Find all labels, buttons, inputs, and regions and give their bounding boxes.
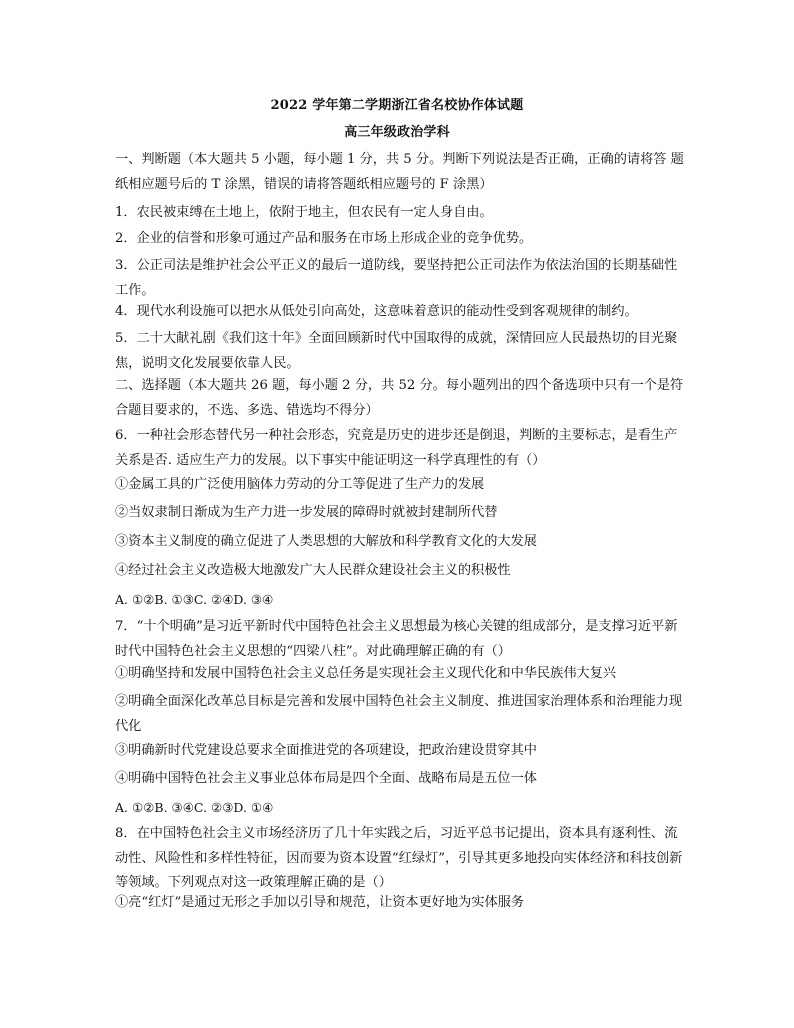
question-6-item-4: ④经过社会主义改造极大地激发广大人民群众建设社会主义的积极性 [115,563,511,578]
question-6-item-1: ①金属工具的广泛使用脑体力劳动的分工等促进了生产力的发展 [115,477,485,492]
section2-header: 二、选择题（本大题共 26 题，每小题 2 分，共 52 分。每小题列出的四个备选项中只有一个是符合题目要求的，不选、多选、错选均不得分） [115,378,684,418]
exam-subtitle: 高三年级政治学科 [344,125,450,140]
judgment-item-3: 3．公正司法是维护社会公平正义的最后一道防线，要坚持把公正司法作为依法治国的长期基础性工作。 [115,258,678,298]
question-6-item-3: ③资本主义制度的确立促进了人类思想的大解放和科学教育文化的大发展 [115,534,537,549]
section1-header: 一、判断题（本大题共 5 小题，每小题 1 分，共 5 分。判断下列说法是否正确，正确的请将答 题纸相应题号后的 T 涂黑，错误的请将答题纸相应题号的 F 涂黑） [115,152,684,192]
question-7-item-3: ③明确新时代党建设总要求全面推进党的各项建设，把政治建设贯穿其中 [115,743,537,758]
question-7-options: A. ①②B. ③④C. ②③D. ①④ [115,800,274,815]
question-7-stem: 7．“十个明确”是习近平新时代中国特色社会主义思想最为核心关键的组成部分，是支撑习近平新时代中国特色社会主义思想的“四梁八柱”。对此确理解正确的有（） [115,619,678,659]
judgment-item-5: 5．二十大献礼剧《我们这十年》全面回顾新时代中国取得的成就，深情回应人民最热切的目光聚焦，说明文化发展要依靠人民。 [115,331,678,371]
exam-title: 2022 学年第二学期浙江省名校协作体试题 [270,98,524,113]
question-8-stem: 8．在中国特色社会主义市场经济历了几十年实践之后，习近平总书记提出，资本具有逐利性、流动性、风险性和多样性特征，因而要为资本设置“红绿灯”，引导其更多地投向实体经济和科技创新等领域。下列观点对这一政策理解正确的是（） [115,826,683,890]
question-7-item-2: ②明确全面深化改革总目标是完善和发展中国特色社会主义制度、推进国家治理体系和治理能力现代化 [115,694,683,734]
question-6-stem: 6．一种社会形态替代另一种社会形态，究竟是历史的进步还是倒退，判断的主要标志，是看生产关系是否. 适应生产力的发展。以下事实中能证明这一科学真理性的有（） [115,428,678,468]
question-8-item-1: ①亮“红灯”是通过无形之手加以引导和规范，让资本更好地为实体服务 [115,895,525,910]
judgment-item-4: 4．现代水利设施可以把水从低处引向高处，这意味着意识的能动性受到客观规律的制约。 [115,304,638,319]
question-6-options: A. ①②B. ①③C. ②④D. ③④ [115,592,274,607]
question-6-item-2: ②当奴隶制日渐成为生产力进一步发展的障碍时就被封建制所代替 [115,505,498,520]
judgment-item-2: 2．企业的信誉和形象可通过产品和服务在市场上形成企业的竞争优势。 [115,231,533,246]
judgment-item-1: 1．农民被束缚在土地上，依附于地主，但农民有一定人身自由。 [115,205,493,220]
question-7-item-1: ①明确坚持和发展中国特色社会主义总任务是实现社会主义现代化和中华民族伟大复兴 [115,666,617,681]
question-7-item-4: ④明确中国特色社会主义事业总体布局是四个全面、战略布局是五位一体 [115,771,537,786]
